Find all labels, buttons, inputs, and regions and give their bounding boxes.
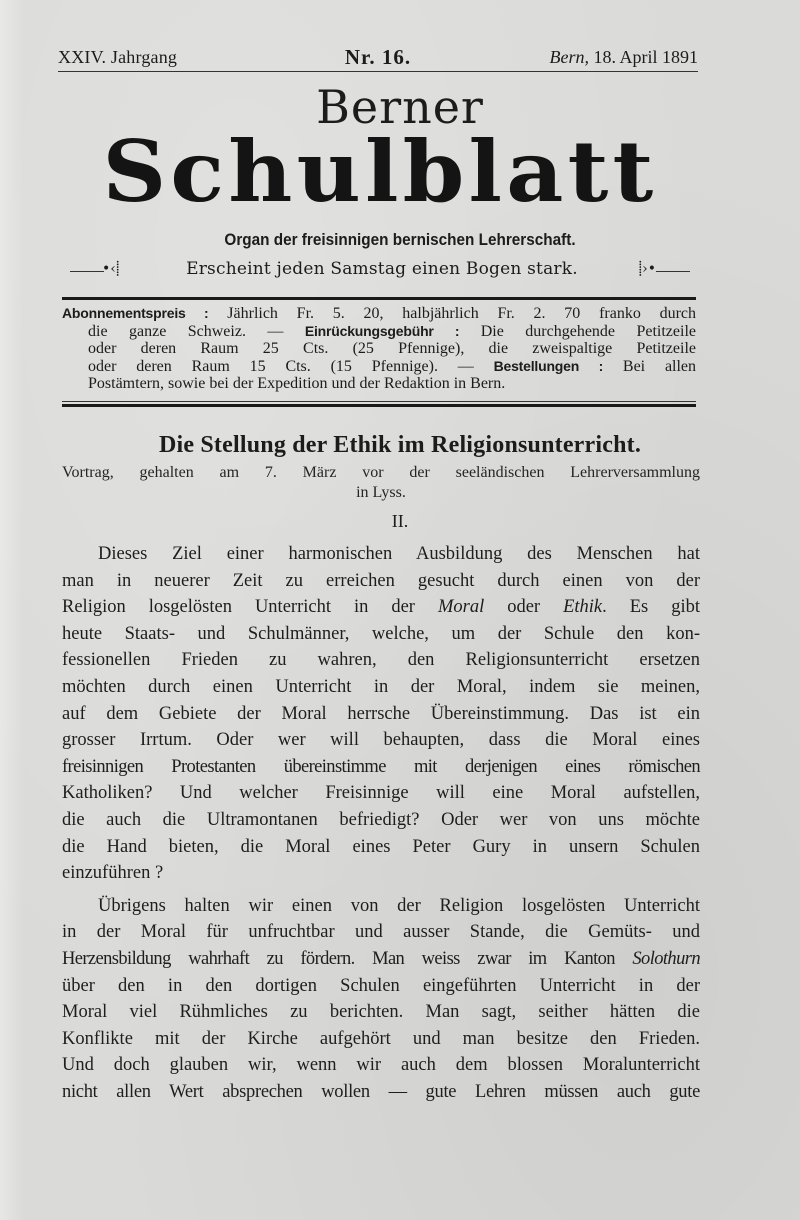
ornament-left-icon: •‹⸽ — [102, 261, 120, 277]
ornament-line-right — [656, 271, 690, 272]
article-title: Die Stellung der Ethik im Religionsunterricht. — [158, 432, 642, 458]
article-body — [62, 541, 700, 1105]
place-label: Bern, — [549, 47, 589, 67]
volume-label: XXIV. Jahrgang — [58, 47, 178, 67]
frequency-text: Erscheint jeden Samstag einen Bogen stark. — [186, 259, 578, 279]
orders-label: Bestellungen : — [493, 357, 604, 374]
infobox-line: Abonnementspreis : Jährlich Fr. 5. 20, halbjährlich Fr. 2. 70 franko durch — [62, 305, 697, 322]
infobox-line: oder deren Raum 25 Cts. (25 Pfennige), die zweispaltige Petitzeile — [88, 340, 696, 358]
text-line: nicht allen Wert absprechen wollen — gute Lehren müssen auch gute — [62, 1081, 700, 1102]
text-line: heute Staats- und Schulmänner, welche, um der Schule den kon- — [62, 623, 700, 644]
infobox-line: Postämtern, sowie bei der Expedition und der Redaktion in Bern. — [88, 375, 506, 393]
text-line: über den in den dortigen Schulen eingeführten Unterricht in der — [62, 975, 700, 996]
text-line: die Hand bieten, die Moral eines Peter Gury in unsern Schulen — [62, 836, 700, 857]
section-number: II. — [391, 511, 409, 531]
date-label: 18. April 1891 — [593, 47, 698, 67]
text-line: man in neuerer Zeit zu erreichen gesucht durch einen von der — [62, 570, 700, 591]
infobox-rule-top — [62, 297, 696, 300]
masthead-subtitle: Organ der freisinnigen bernischen Lehrerschaft. — [224, 230, 576, 249]
infobox-rule-bottom-thin — [62, 401, 696, 402]
title-berner: Berner — [316, 80, 484, 134]
subscription-price-label: Abonnementspreis : — [62, 305, 209, 321]
title-schulblatt: Schulblatt — [102, 122, 658, 221]
text-line: Katholiken? Und welcher Freisinnige will eine Moral aufstellen, — [62, 783, 700, 804]
masthead-info-line — [58, 44, 698, 70]
masthead-rule — [58, 71, 698, 72]
text-line: Dieses Ziel einer harmonischen Ausbildung des Menschen hat — [98, 544, 700, 564]
text-line: Herzensbildung wahrhaft zu fördern. Man weiss zwar im Kanton Solothurn — [62, 948, 700, 969]
text-line: die auch die Ultramontanen befriedigt? Oder wer von uns möchte — [62, 809, 700, 830]
text-line: möchten durch einen Unterricht in der Moral, indem sie meinen, — [62, 676, 700, 697]
text-line: Moral viel Rühmliches zu berichten. Man sagt, seither hätten die — [62, 1002, 700, 1023]
insertion-fee-label: Einrückungsgebühr : — [304, 322, 460, 339]
text-line: auf dem Gebiete der Moral herrsche Übereinstimmung. Das ist ein — [62, 703, 700, 724]
infobox-rule-bottom-thick — [62, 404, 696, 407]
issue-number: Nr. 16. — [344, 45, 412, 69]
text-line: in der Moral für unfruchtbar und ausser Stande, die Gemüts- und — [62, 922, 700, 943]
text-line: Übrigens halten wir einen von der Religion losgelösten Unterricht — [98, 895, 700, 916]
publication-frequency — [62, 259, 702, 283]
text-line: Religion losgelösten Unterricht in der Moral oder Ethik. Es gibt — [62, 597, 700, 618]
text-line: freisinnigen Protestanten übereinstimme mit derjenigen eines römischen — [62, 756, 700, 777]
text-line: einzuführen ? — [62, 863, 164, 884]
infobox-line: oder deren Raum 15 Cts. (15 Pfennige). — Bestellungen : Bei allen — [88, 357, 697, 375]
infobox-line: die ganze Schweiz. — Einrückungsgebühr : Die durchgehende Petitzeile — [88, 322, 696, 340]
text-line: grosser Irrtum. Oder wer will behaupten, dass die Moral eines — [62, 730, 700, 751]
issue-date — [549, 47, 698, 68]
subscription-info — [62, 305, 696, 393]
article-subtitle: Vortrag, gehalten am 7. März vor der seeländischen Lehrerversammlung in Lyss. — [62, 464, 700, 501]
text-line: fessionellen Frieden zu wahren, den Religionsunterricht ersetzen — [62, 650, 700, 671]
ornament-right-icon: ⸽›• — [638, 261, 656, 277]
text-line: Konflikte mit der Kirche aufgehört und man besitze den Frieden. — [62, 1028, 700, 1049]
text-line: Und doch glauben wir, wenn wir auch dem blossen Moralunterricht — [62, 1055, 700, 1076]
